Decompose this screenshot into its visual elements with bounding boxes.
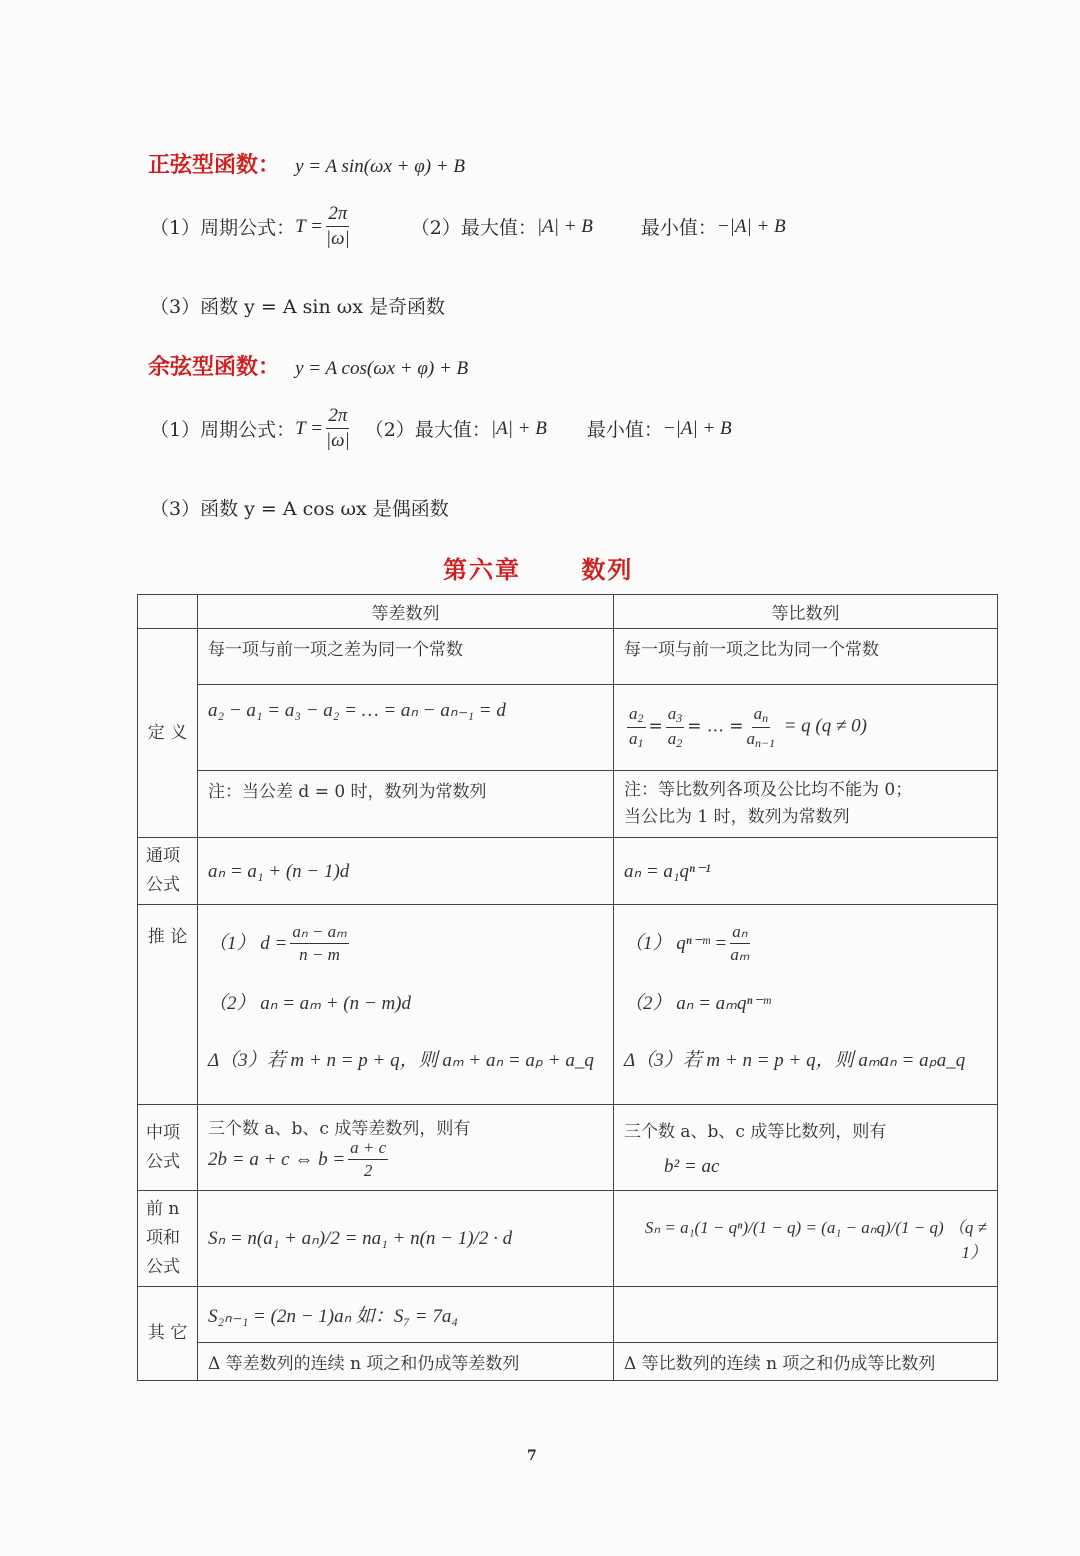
inf-arith-1: （1） d =: [208, 932, 288, 954]
sine-min-value: −|A| + B: [716, 215, 786, 237]
row-head-other: 其 它: [138, 1286, 198, 1380]
mid-geo: [614, 1105, 998, 1191]
sine-odd-note: （3）函数 y = A sin ωx 是奇函数: [150, 296, 445, 318]
def-geo-formula: $\frac{a_2}{a_1}$ = $\frac{a_3}{a_2}$ = … = $\frac{a_n}{a_{n-1}}$ = q (q ≠ 0): [614, 685, 998, 771]
table-row: [138, 1105, 998, 1191]
cosine-min-label: 最小值：: [586, 419, 663, 442]
sine-period-den: |ω|: [325, 227, 350, 249]
sine-period-lhs: T =: [295, 215, 323, 237]
mid-arith: [198, 1105, 614, 1191]
cosine-min-value: −|A| + B: [662, 417, 732, 439]
mid-geo-formula: b² = ac: [664, 1156, 720, 1178]
table-row: [138, 1286, 998, 1342]
cosine-formula: y = A cos(ωx + φ) + B: [295, 358, 469, 379]
table-header-row: [138, 595, 998, 629]
def-geo-text: 每一项与前一项之比为同一个常数: [614, 629, 998, 685]
mid-geo-text: 三个数 a、b、c 成等比数列，则有: [624, 1122, 887, 1143]
def-geo-ratio: = q (q ≠ 0): [783, 716, 867, 737]
sine-section: [148, 148, 465, 179]
gen-geo: aₙ = a₁qⁿ⁻¹: [614, 838, 998, 905]
cosine-section: [148, 350, 468, 381]
cosine-period-fraction: [326, 406, 350, 452]
mid-arith-den: 2: [363, 1161, 373, 1181]
table-row: [138, 838, 998, 905]
inf-arith-2: （2） aₙ = aₘ + (n − m)d: [208, 993, 411, 1015]
inf-arith-1-num: aₙ − aₘ: [290, 923, 348, 944]
other-arith-1: S₂ₙ₋₁ = (2n − 1)aₙ 如：S₇ = 7a₄: [198, 1286, 614, 1342]
table-row: [138, 1191, 998, 1287]
sine-min-label: 最小值：: [640, 217, 717, 240]
cosine-even-note: （3）函数 y = A cos ωx 是偶函数: [150, 498, 449, 520]
sine-formula: y = A sin(ωx + φ) + B: [295, 156, 465, 177]
inf-geo-1-num: aₙ: [730, 923, 749, 944]
mid-arith-formula: 2b = a + c ⇔ b =: [208, 1149, 346, 1171]
sine-max-label: （2）最大值：: [410, 217, 537, 240]
def-arith-formula: a₂ − a₁ = a₃ − a₂ = … = aₙ − aₙ₋₁ = d: [198, 685, 614, 771]
inf-geo-2: （2） aₙ = aₘqⁿ⁻ᵐ: [624, 993, 771, 1015]
sum-arith: Sₙ = n(a₁ + aₙ)/2 = na₁ + n(n − 1)/2 · d: [198, 1191, 614, 1287]
chapter-name: 数列: [581, 555, 634, 584]
cosine-max-label: （2）最大值：: [364, 419, 491, 442]
page-number: 7: [527, 1448, 537, 1464]
def-arith-note: 注：当公差 d = 0 时，数列为常数列: [198, 771, 614, 838]
inf-arith-1-den: n − m: [299, 945, 340, 965]
cosine-title: 余弦型函数：: [148, 354, 281, 380]
inf-arith: [198, 905, 614, 1105]
chapter-heading: [443, 550, 633, 585]
table-row: [138, 629, 998, 685]
row-head-sum: 前 n 项和公式: [138, 1191, 198, 1287]
inf-geo: [614, 905, 998, 1105]
sine-title: 正弦型函数：: [148, 152, 281, 178]
sine-props-row: [150, 204, 786, 250]
cosine-period-label: （1）周期公式：: [150, 419, 296, 442]
mid-arith-num: a + c: [348, 1139, 388, 1160]
table-row: [138, 771, 998, 838]
def-geo-note: [614, 771, 998, 838]
table-row: [138, 1342, 998, 1380]
header-empty: [138, 595, 198, 629]
sine-period-num: 2π: [326, 204, 349, 227]
inf-arith-3: Δ（3）若 m + n = p + q，则 aₘ + aₙ = aₚ + a_q: [208, 1049, 594, 1071]
other-arith-2: Δ 等差数列的连续 n 项之和仍成等差数列: [198, 1342, 614, 1380]
cosine-period-num: 2π: [326, 406, 349, 429]
table-row: [138, 685, 998, 771]
cosine-period-lhs: T =: [295, 417, 323, 439]
inf-geo-1: （1） qⁿ⁻ᵐ =: [624, 932, 728, 954]
gen-arith: aₙ = a₁ + (n − 1)d: [198, 838, 614, 905]
def-geo-note-2: 当公比为 1 时，数列为常数列: [624, 807, 850, 828]
sine-period-label: （1）周期公式：: [150, 217, 296, 240]
sine-period-fraction: [326, 204, 350, 250]
sequence-table: [137, 594, 998, 1381]
def-arith-text: 每一项与前一项之差为同一个常数: [198, 629, 614, 685]
row-head-middle-term: 中项公式: [138, 1105, 198, 1191]
other-geo-2: Δ 等比数列的连续 n 项之和仍成等比数列: [614, 1342, 998, 1380]
row-head-general-term: 通项公式: [138, 838, 198, 905]
mid-arith-text: 三个数 a、b、c 成等差数列，则有: [208, 1119, 471, 1140]
header-arithmetic: 等差数列: [198, 595, 614, 629]
inf-geo-3: Δ（3）若 m + n = p + q，则 aₘaₙ = aₚa_q: [624, 1049, 966, 1071]
sine-max-value: |A| + B: [536, 215, 593, 237]
cosine-props-row: [150, 406, 732, 452]
row-head-inference: 推 论: [138, 905, 198, 1105]
cosine-max-value: |A| + B: [490, 417, 547, 439]
chapter-number: 第六章: [443, 555, 521, 584]
row-head-definition: 定 义: [138, 629, 198, 838]
inf-geo-1-den: aₘ: [730, 945, 750, 965]
sum-geo: Sₙ = a₁(1 − qⁿ)/(1 − q) = (a₁ − aₙq)/(1 − q) （q ≠ 1）: [614, 1191, 998, 1287]
def-geo-note-1: 注：等比数列各项及公比均不能为 0；: [624, 780, 913, 800]
other-geo-1-empty: [614, 1286, 998, 1342]
cosine-period-den: |ω|: [325, 429, 350, 451]
header-geometric: 等比数列: [614, 595, 998, 629]
table-row: [138, 905, 998, 1105]
